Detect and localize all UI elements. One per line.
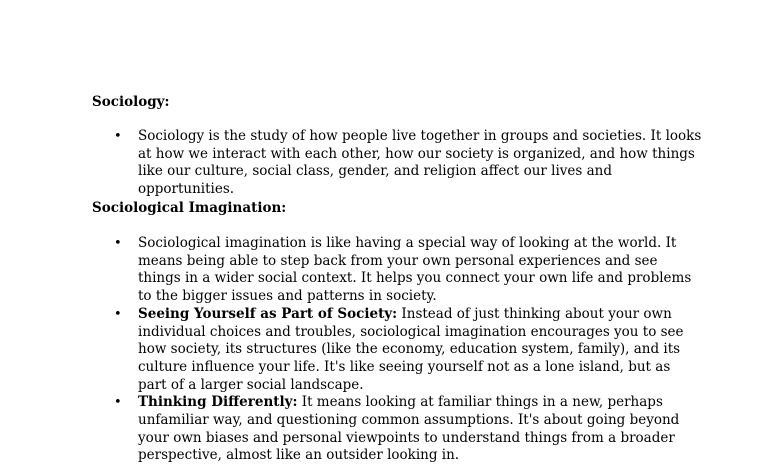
bullet-icon: • xyxy=(114,395,122,411)
list-item xyxy=(92,306,702,395)
list-item-text: Instead of just thinking about your own individual choices and troubles, sociological imagination encourages you to see how society, its structures (like the economy, education system, family), and its culture influence your life. It's like seeing yourself not as a lone island, but as part of a larger social landscape. xyxy=(138,305,684,393)
list-item xyxy=(92,394,702,465)
bullet-icon: • xyxy=(114,129,122,144)
section-sociological-imagination xyxy=(92,200,702,217)
section-sociology xyxy=(92,94,702,111)
heading-sociology: Sociology: xyxy=(92,94,170,110)
list-item-text: It means looking at familiar things in a new, perhaps unfamiliar way, and questioning common assumptions. It's about going beyond your own biases and personal viewpoints to understand things from a broader perspective, almost like an outsider looking in. xyxy=(138,394,680,464)
bullet-icon: • xyxy=(114,236,122,251)
list-item-lead: Thinking Differently: xyxy=(138,394,298,411)
list-item-text: Sociology is the study of how people live together in groups and societies. It looks at how we interact with each other, how our society is organized, and how things like our culture, social class, gender, and religion affect our lives and opportunities. xyxy=(138,128,702,198)
list-item-text: Sociological imagination is like having a special way of looking at the world. It means being able to step back from your own personal experiences and see things in a wider social context. It helps you connect your own life and problems to the bigger issues and patterns in society. xyxy=(138,235,692,305)
list-item-lead: Seeing Yourself as Part of Society: xyxy=(138,305,398,322)
bullet-list-sociology xyxy=(92,128,702,199)
list-item xyxy=(92,235,702,306)
heading-sociological-imagination: Sociological Imagination: xyxy=(92,200,287,216)
bullet-list-sociological-imagination xyxy=(92,235,702,465)
list-item xyxy=(92,128,702,199)
bullet-icon: • xyxy=(114,306,122,322)
